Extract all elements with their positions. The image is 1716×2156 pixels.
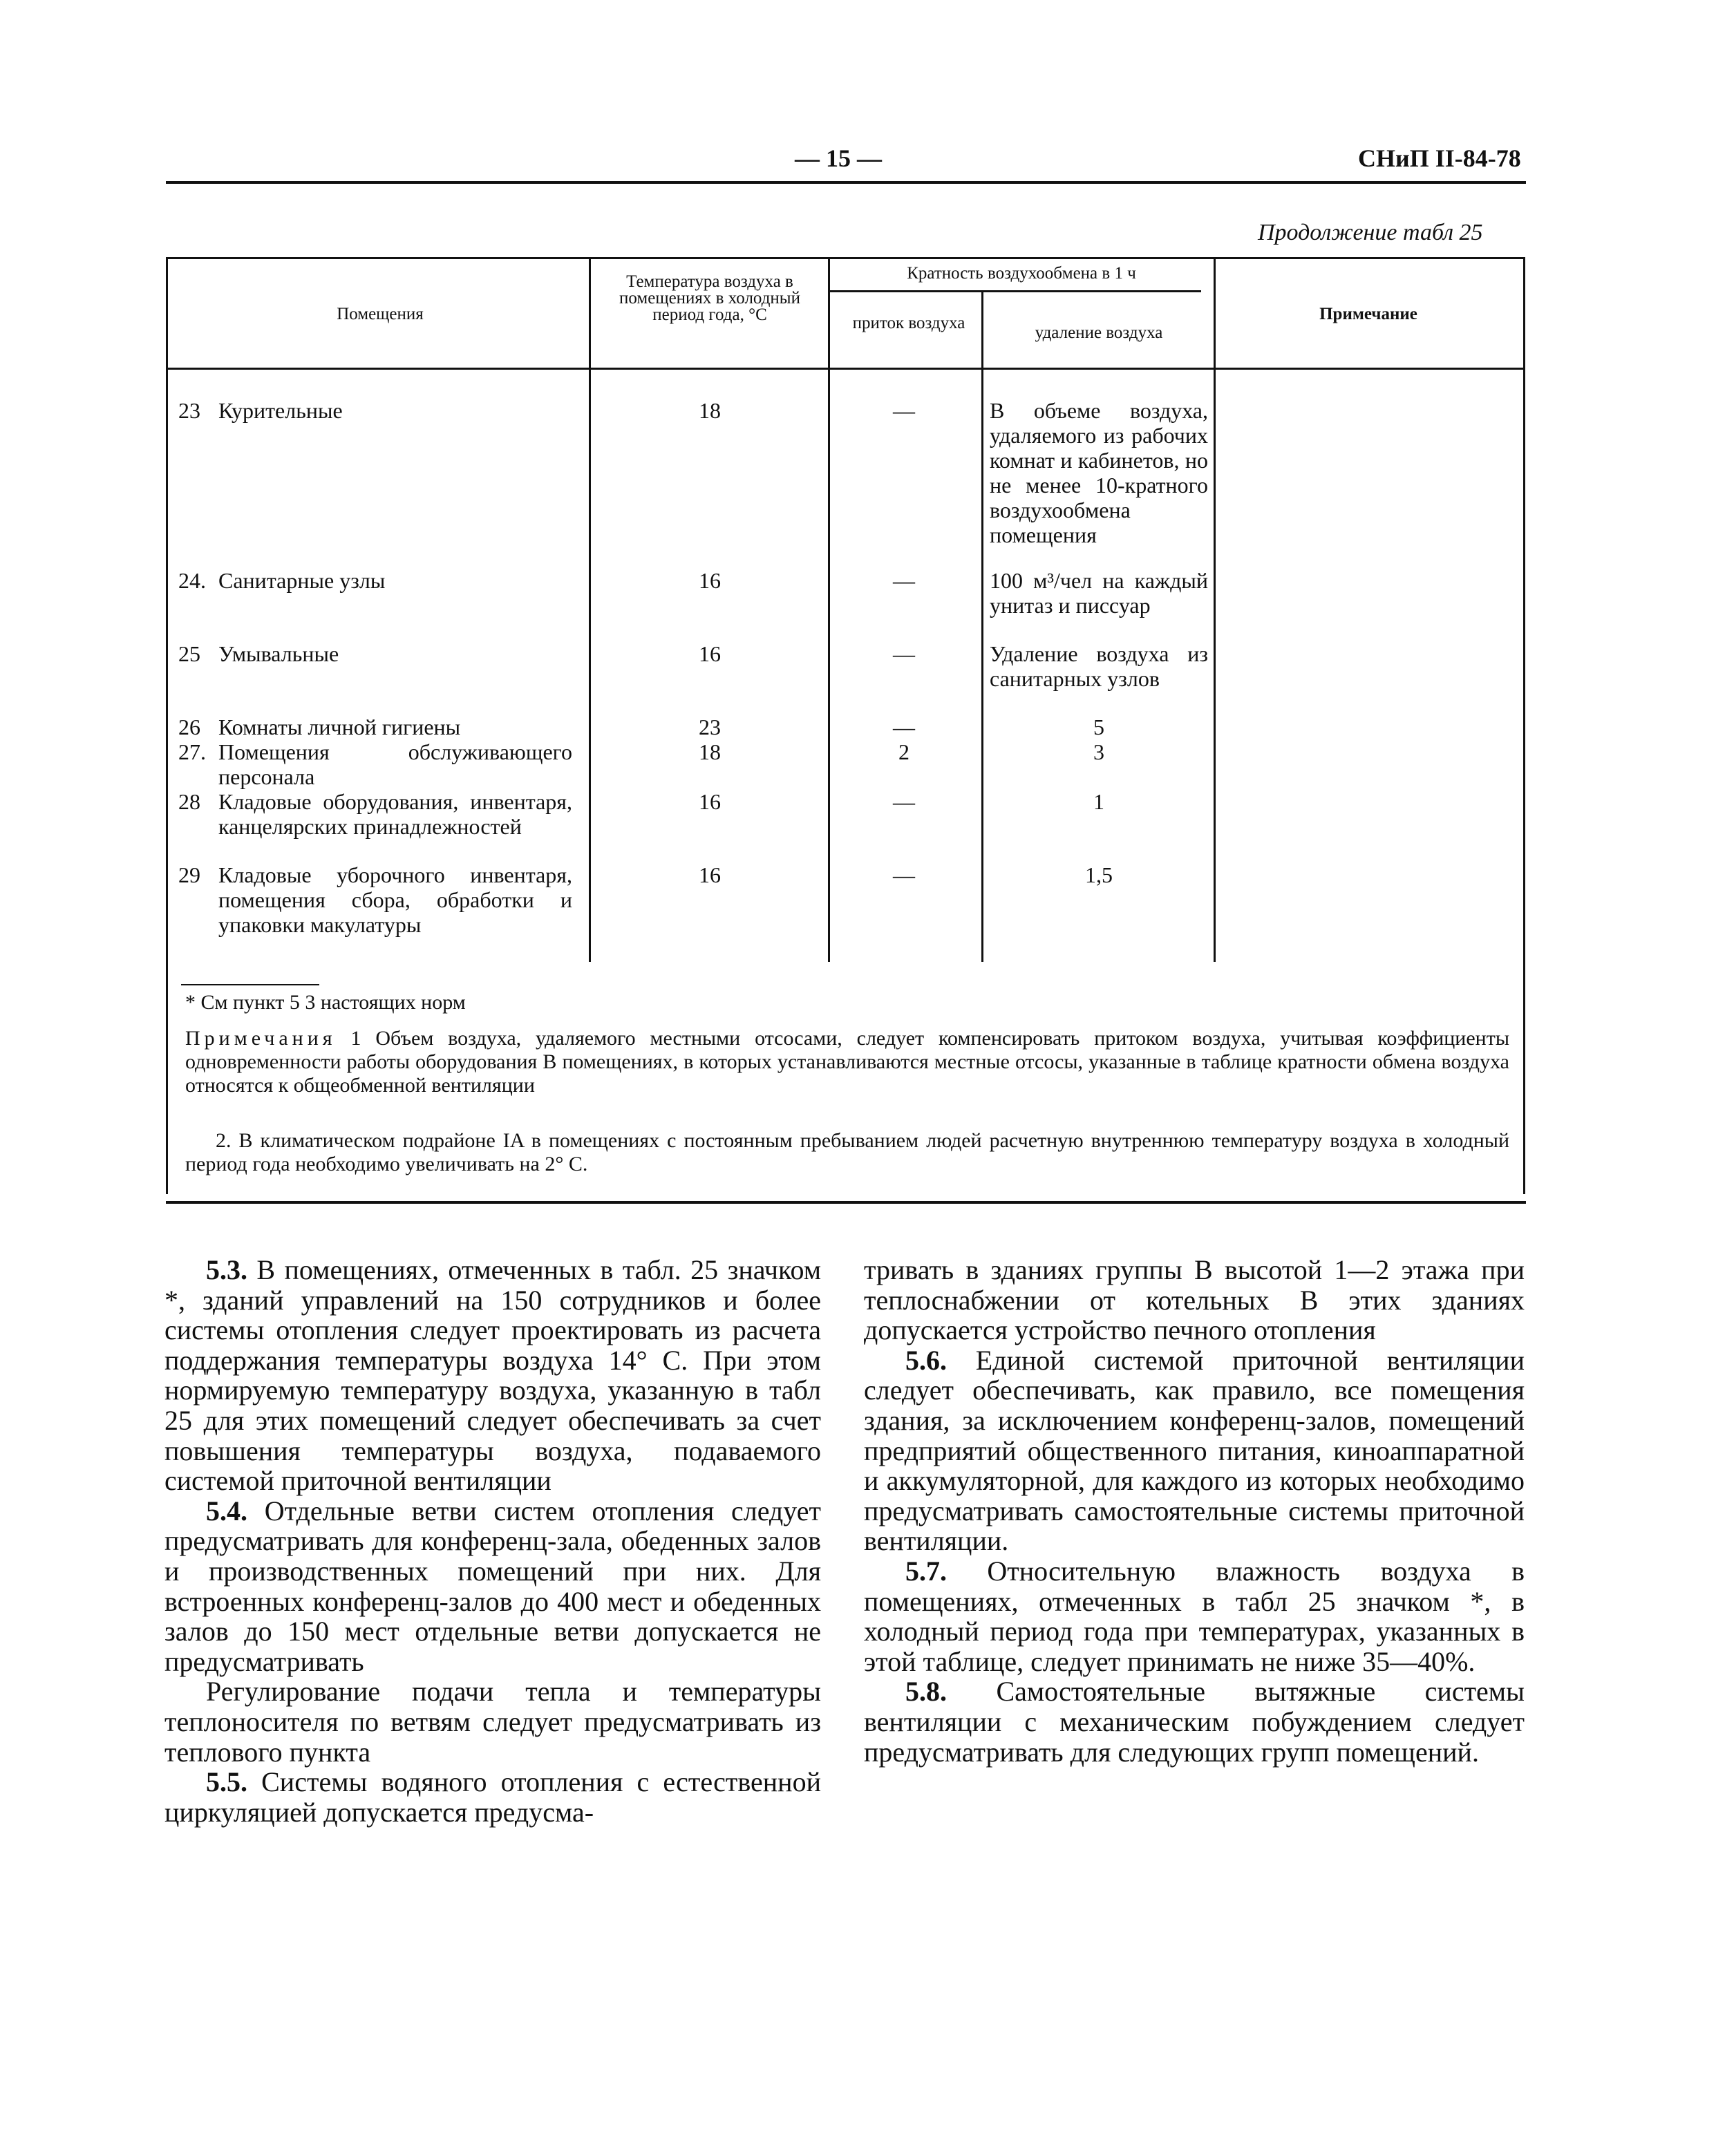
paragraph-5-7 [864,1556,1525,1676]
notes-label: Примечания [185,1027,337,1050]
header-exhaust: удаление воздуха [1035,323,1163,342]
supply-value: — [893,789,915,814]
paragraph-5-6 [864,1345,1525,1556]
paragraph-text: Отдельные ветви систем отопления следует предусматривать для конференц-зала, обеденных залов и производственных помещений при них. Для встроенных конференц-залов до 400 мест и обеденных залов до 150 мест отдельные ветви допускается не предусматривать [164,1495,821,1677]
table-bottom-rule [166,1201,1526,1204]
row-number: 23 [178,398,200,423]
row-number: 27. [178,739,206,764]
footnote: * См пункт 5 3 настоящих норм [185,991,466,1014]
clause-number: 5.7. [905,1555,947,1587]
header-rule [166,181,1526,184]
row-number: 28 [178,789,200,814]
supply-value: — [893,398,915,423]
col-divider-4 [1214,257,1216,962]
row-number: 24. [178,568,206,593]
col-divider-3 [981,290,983,962]
temperature-value: 16 [699,789,721,814]
table-left-border [166,257,168,1194]
exchange-subheader-rule [828,290,1201,292]
exhaust-value: 5 [1093,715,1104,739]
exhaust-value: 3 [1093,739,1104,764]
temperature-value: 23 [699,715,721,739]
table-note-1 [185,1027,1509,1097]
paragraph-5-4-continued: Регулирование подачи тепла и температуры теплоносителя по ветвям следует предусматривать из теплового пункта [164,1676,821,1768]
paragraph-text: В помещениях, отмеченных в табл. 25 значком *, зданий управлений на 150 сотрудников и более системы отопления следует проектировать из расчета поддержания температуры воздуха 14° С. При этом нормируемую температуру воздуха, указанную в табл 25 для этих помещений следует обеспечивать за счет повышения температуры воздуха, подаваемого системой приточной вентиляции [164,1254,822,1497]
header-supply: приток воздуха [852,314,965,332]
supply-value: — [893,862,915,887]
exhaust-value: 1,5 [1085,862,1113,887]
supply-value: — [893,568,915,593]
left-column [164,1255,821,1827]
temperature-value: 18 [699,739,721,764]
room-name: Помещения обслуживающего персонала [218,739,572,789]
table-note-2: 2. В климатическом подрайоне IA в помещениях с постоянным пребыванием людей расчетную внутреннюю температуру воздуха в холодный период года необходимо увеличивать на 2° С. [185,1129,1509,1175]
header-note: Примечание [1319,305,1417,323]
clause-number: 5.6. [905,1344,947,1376]
paragraph-5-4 [164,1496,821,1677]
paragraph-5-5 [164,1767,821,1827]
row-number: 25 [178,641,200,666]
page-number: — 15 — [795,144,882,172]
table-right-border [1523,257,1525,1194]
room-name: Умывальные [218,641,339,666]
table-continuation-label: Продолжение табл 25 [1258,220,1483,245]
exhaust-value: В объеме воздуха, удаляемого из рабочих комнат и кабинетов, но не менее 10-кратного воздухообмена помещения [990,398,1208,547]
paragraph-text: Единой системой приточной вентиляции следует обеспечивать, как правило, все помещения здания, за исключением конференц-залов, помещений предприятий общественного питания, киноаппаратной и аккумуляторной, для каждого из которых необходимо предусматривать самостоятельные системы приточной вентиляции. [864,1344,1525,1557]
temperature-value: 16 [699,862,721,887]
document-code: СНиП II-84-78 [1358,144,1521,172]
supply-value: 2 [898,739,909,764]
room-name: Комнаты личной гигиены [218,715,461,739]
header-rooms: Помещения [337,305,424,323]
note-1-text: 1 Объем воздуха, удаляемого местными отсосами, следует компенсировать притоком воздуха, учитывая коэффициенты одновременности работы оборудования В помещениях, в которых устанавливаются местные отсосы, указанные в таблице кратности обмена воздуха относятся к общеобменной вентиляции [185,1027,1509,1097]
room-name: Санитарные узлы [218,568,386,593]
temperature-value: 18 [699,398,721,423]
paragraph-text: Системы водяного отопления с естественной циркуляцией допускается предусма- [164,1766,821,1828]
supply-value: — [893,641,915,666]
paragraph-text: Самостоятельные вытяжные системы вентиляции с механическим побуждением следует предусматривать для следующих групп помещений. [864,1676,1525,1768]
clause-number: 5.3. [206,1254,247,1285]
header-bottom-rule [167,368,1525,370]
paragraph-5-8 [864,1676,1525,1767]
col-divider-2 [828,257,830,962]
clause-number: 5.8. [905,1676,947,1708]
row-number: 26 [178,715,200,739]
header-air-exchange: Кратность воздухообмена в 1 ч [907,264,1136,283]
exhaust-value: 1 [1093,789,1104,814]
right-column [864,1255,1525,1767]
footnote-rule [181,984,319,985]
temperature-value: 16 [699,568,721,593]
room-name: Кладовые оборудования, инвентаря, канцелярских принадлежностей [218,789,572,839]
exhaust-value: 100 м³/чел на каждый унитаз и писсуар [990,568,1208,618]
paragraph-5-3 [164,1255,821,1496]
room-name: Курительные [218,398,343,423]
supply-value: — [893,715,915,739]
paragraph-5-5-continued: тривать в зданиях группы В высотой 1—2 этажа при теплоснабжении от котельных В этих зданиях допускается устройство печного отопления [864,1254,1525,1346]
col-divider-1 [589,257,591,962]
paragraph-text: Относительную влажность воздуха в помещениях, отмеченных в табл 25 значком *, в холодный период года при температурах, указанных в этой таблице, следует принимать не ниже 35—40%. [864,1555,1525,1677]
table-top-rule [167,257,1525,259]
room-name: Кладовые уборочного инвентаря, помещения сбора, обработки и упаковки макулатуры [218,862,572,937]
clause-number: 5.4. [206,1495,247,1526]
header-temperature: Температура воздуха в помещениях в холодный период года, °С [619,272,800,324]
clause-number: 5.5. [206,1766,247,1798]
temperature-value: 16 [699,641,721,666]
row-number: 29 [178,862,200,887]
exhaust-value: Удаление воздуха из санитарных узлов [990,641,1208,691]
